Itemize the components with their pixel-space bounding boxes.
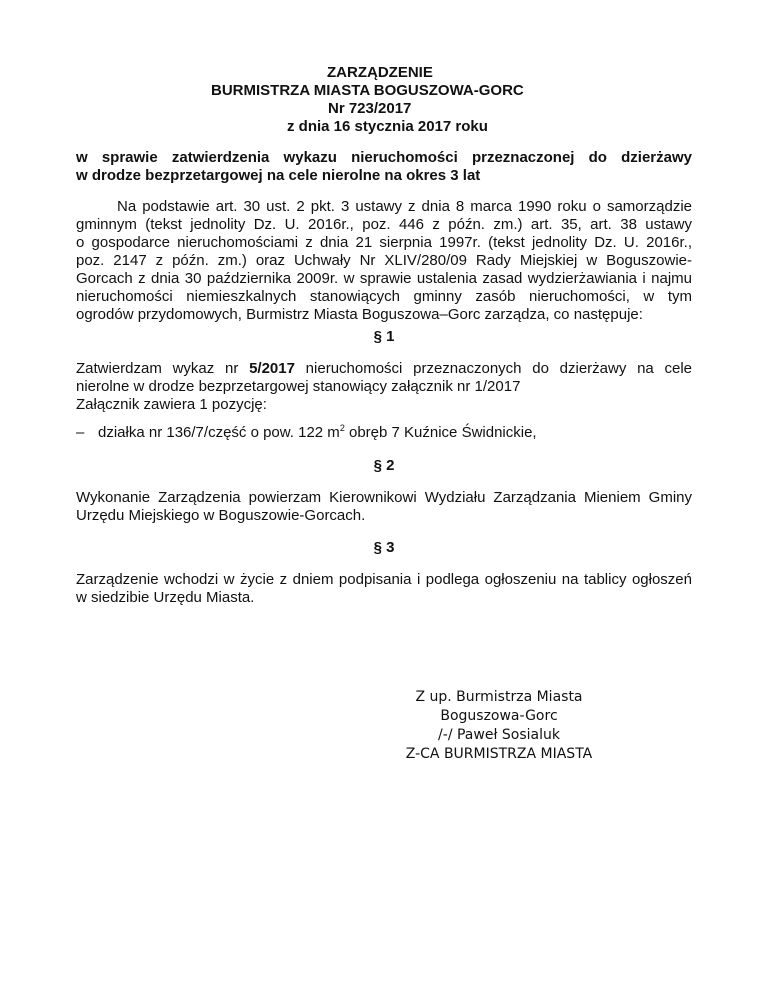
preamble-line: poz. 2147 z późn. zm.) oraz Uchwały Nr XLIV/280/09 Rady Miejskiej w Boguszowie-	[76, 252, 692, 269]
document-issuer: BURMISTRZA MIASTA BOGUSZOWA-GORC	[211, 82, 524, 99]
section-2-body	[76, 489, 692, 525]
preamble-line: Na podstawie art. 30 ust. 2 pkt. 3 ustawy z dnia 8 marca 1990 roku o samorządzie	[117, 198, 692, 215]
document-date: z dnia 16 stycznia 2017 roku	[287, 118, 488, 135]
preamble-line: ogrodów przydomowych, Burmistrz Miasta Boguszowa–Gorc zarządza, co następuje:	[76, 306, 643, 323]
section-1-line-3: Załącznik zawiera 1 pozycję:	[76, 396, 267, 413]
section-2-heading: § 2	[373, 457, 395, 474]
signer-position: Z-CA BURMISTRZA MIASTA	[405, 746, 593, 762]
list-number: 5/2017	[249, 360, 295, 377]
document-number: Nr 723/2017	[328, 100, 412, 117]
preamble-line: gminnym (tekst jednolity Dz. U. 2016r., poz. 446 z późn. zm.) art. 35, art. 38 ustawy	[76, 216, 692, 233]
section-1-text: Zatwierdzam wykaz nr	[76, 360, 250, 377]
section-3-line-2: w siedzibie Urzędu Miasta.	[76, 589, 255, 606]
subject-line-1: w sprawie zatwierdzenia wykazu nieruchomości przeznaczonej do dzierżawy	[76, 149, 692, 166]
preamble-paragraph	[76, 198, 692, 324]
bullet-dash: –	[76, 424, 85, 441]
section-3-line-1: Zarządzenie wchodzi w życie z dniem podpisania i podlega ogłoszeniu na tablicy ogłoszeń	[76, 571, 692, 588]
section-1-text: nieruchomości przeznaczonych do dzierżawy na cele	[294, 360, 692, 377]
section-1-body	[76, 360, 692, 414]
signature-line: Z up. Burmistrza Miasta	[415, 689, 583, 705]
signature-line: Boguszowa-Gorc	[440, 708, 558, 724]
subject-line-2: w drodze bezprzetargowej na cele nierolne na okres 3 lat	[76, 167, 481, 184]
section-3-heading: § 3	[373, 539, 395, 556]
preamble-line: Gorcach z dnia 30 października 2009r. w sprawie ustalenia zasad wydzierżawiania i najmu	[76, 270, 692, 287]
section-3-body	[76, 571, 692, 607]
section-1-heading: § 1	[373, 328, 395, 345]
list-item-text: obręb 7 Kuźnice Świdnickie,	[344, 424, 537, 441]
section-1-line-2: nierolne w drodze bezprzetargowej stanowiący załącznik nr 1/2017	[76, 378, 521, 395]
signer-name: /-/ Paweł Sosialuk	[438, 727, 560, 743]
document-subject	[76, 149, 692, 185]
section-1-line-1	[76, 360, 692, 378]
preamble-line: o gospodarce nieruchomościami z dnia 21 sierpnia 1997r. (tekst jednolity Dz. U. 2016r.,	[76, 234, 692, 251]
signature-block	[380, 688, 618, 764]
section-2-line-2: Urzędu Miejskiego w Boguszowie-Gorcach.	[76, 507, 366, 524]
preamble-line: nieruchomości niemieszkalnych stanowiących gminny zasób nieruchomości, w tym	[76, 288, 692, 305]
superscript: 2	[339, 423, 345, 433]
section-2-line-1: Wykonanie Zarządzenia powierzam Kierownikowi Wydziału Zarządzania Mieniem Gminy	[76, 489, 692, 506]
list-item-text: działka nr 136/7/część o pow. 122 m	[98, 424, 340, 441]
list-item	[76, 424, 537, 442]
document-title: ZARZĄDZENIE	[327, 64, 433, 81]
